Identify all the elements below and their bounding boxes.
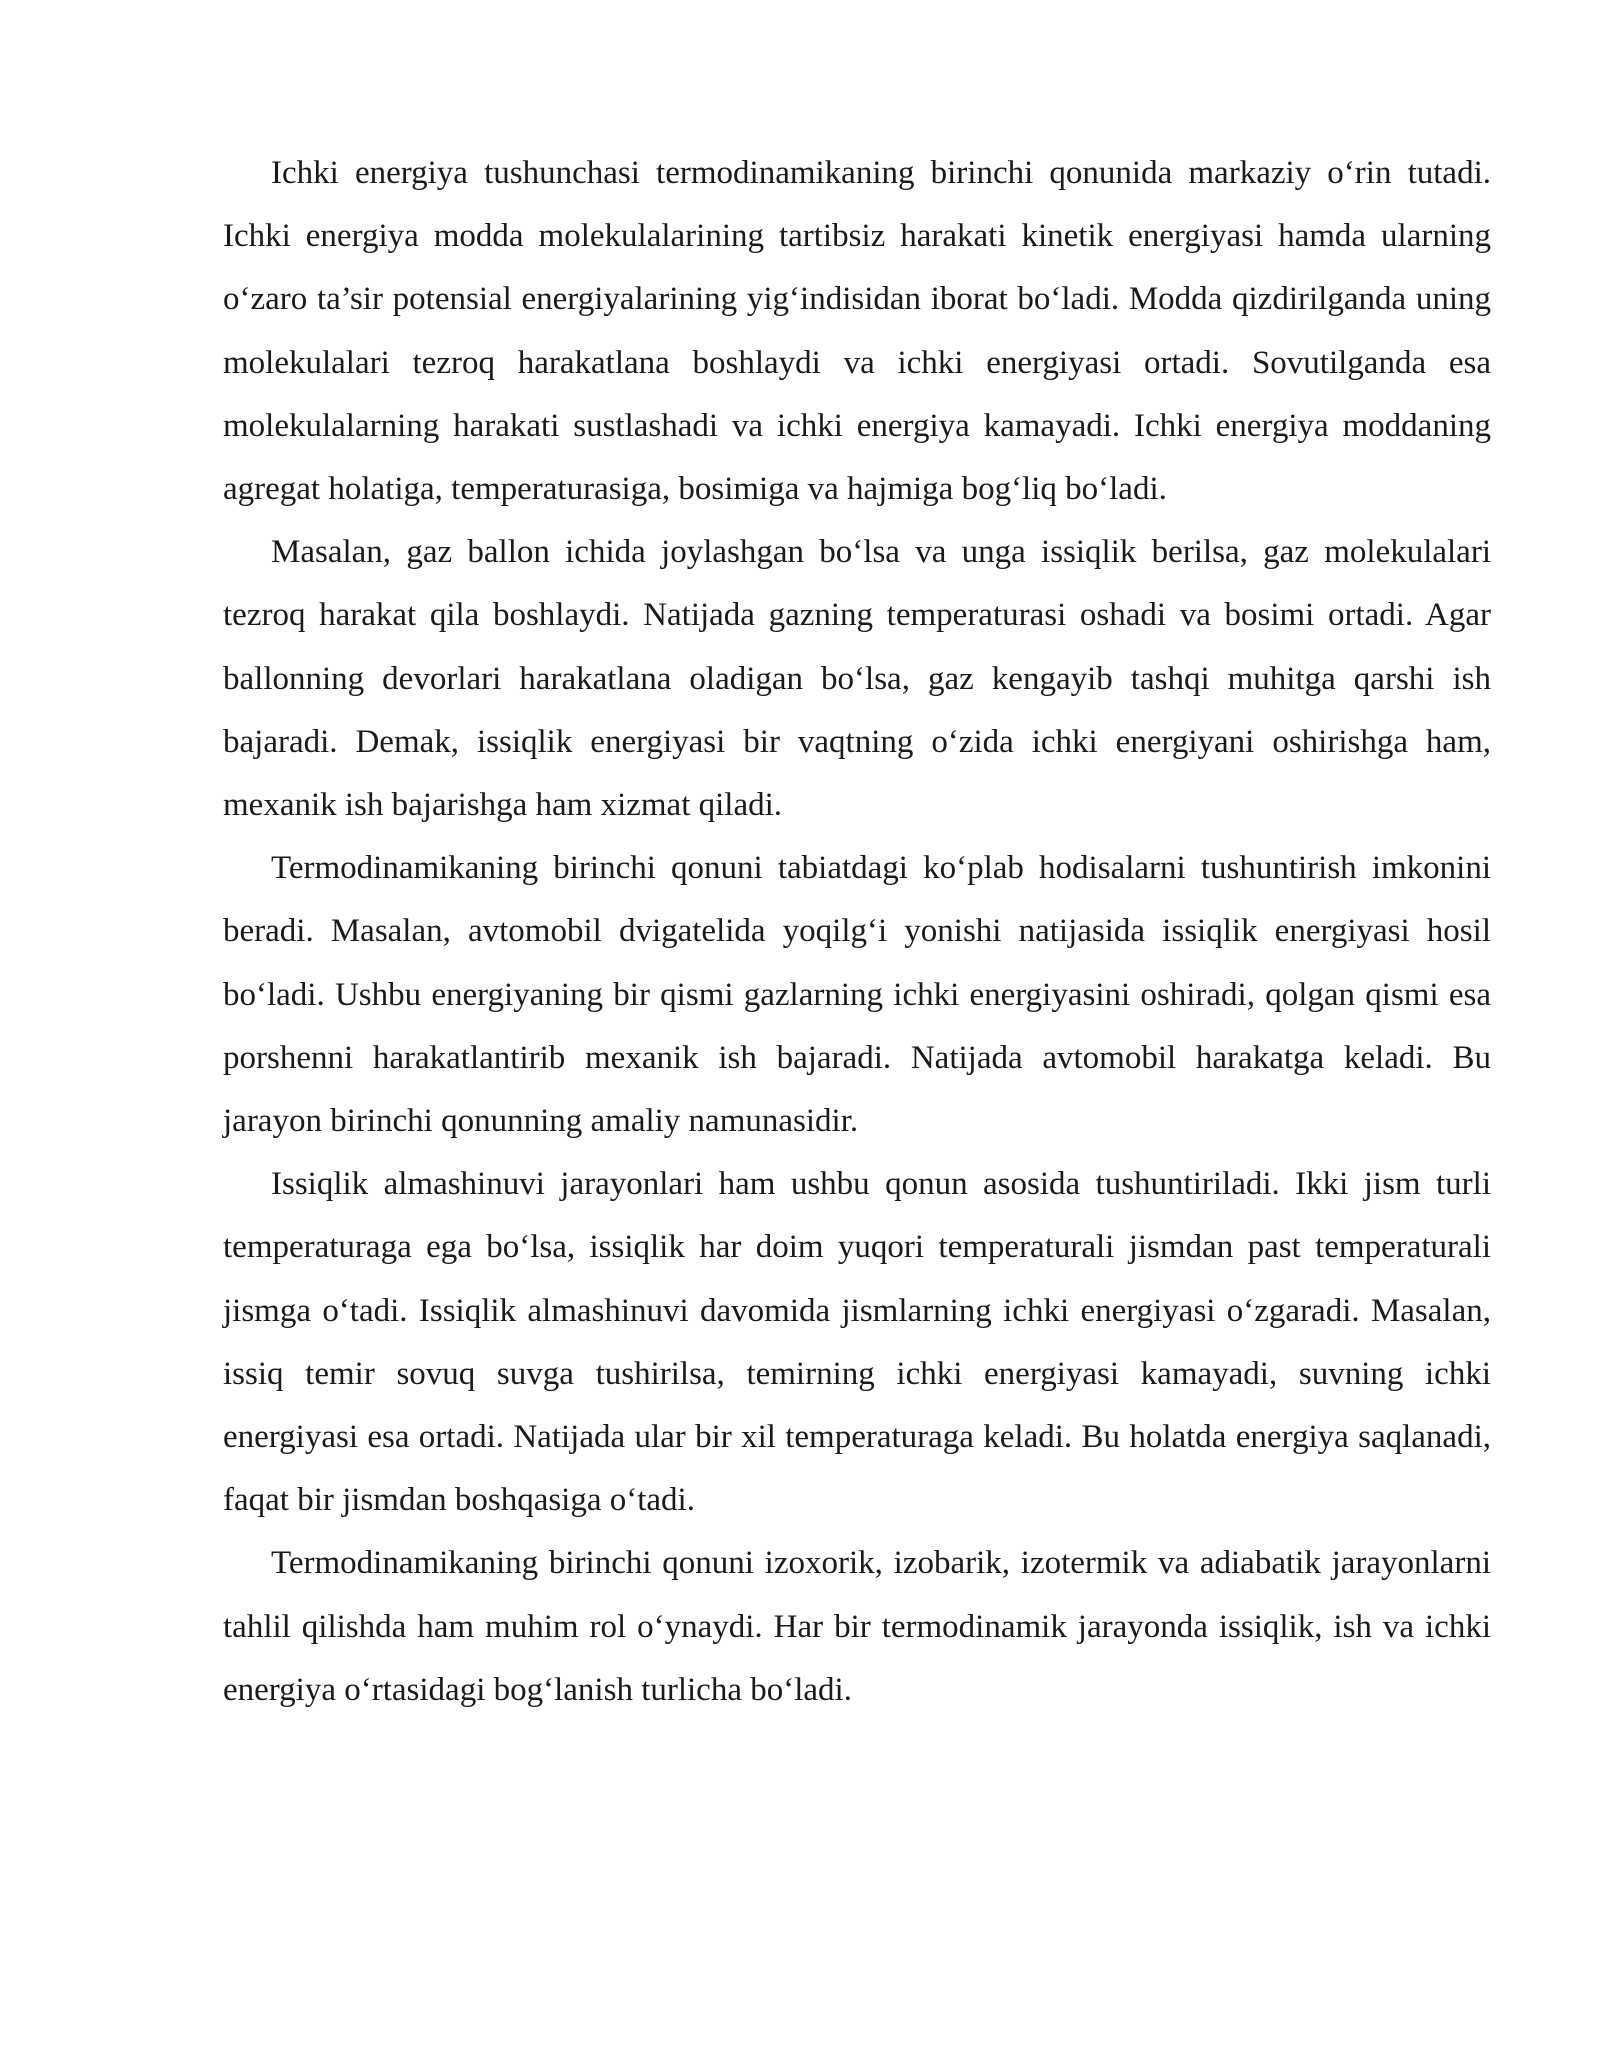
- paragraph-5: Termodinamikaning birinchi qonuni izoxorik, izobarik, izotermik va adiabatik jarayonlarni tahlil qilishda ham muhim rol o‘ynaydi. Har bir termodinamik jarayonda issiqlik, ish va ichki energiya o‘rtasidagi bog‘lanish turlicha bo‘ladi.: [223, 1545, 1491, 1708]
- document-body: [223, 142, 1491, 1722]
- paragraph-3: Termodinamikaning birinchi qonuni tabiatdagi ko‘plab hodisalarni tushuntirish imkonini beradi. Masalan, avtomobil dvigatelida yoqilg‘i yonishi natijasida issiqlik energiyasi hosil bo‘ladi. Ushbu energiyaning bir qismi gazlarning ichki energiyasini oshiradi, qolgan qismi esa porshenni harakatlantirib mexanik ish bajaradi. Natijada avtomobil harakatga keladi. Bu jarayon birinchi qonunning amaliy namunasidir.: [223, 850, 1491, 1140]
- paragraph-2: Masalan, gaz ballon ichida joylashgan bo‘lsa va unga issiqlik berilsa, gaz molekulalari tezroq harakat qila boshlaydi. Natijada gazning temperaturasi oshadi va bosimi ortadi. Agar ballonning devorlari harakatlana oladigan bo‘lsa, gaz kengayib tashqi muhitga qarshi ish bajaradi. Demak, issiqlik energiyasi bir vaqtning o‘zida ichki energiyani oshirishga ham, mexanik ish bajarishga ham xizmat qiladi.: [223, 534, 1491, 824]
- paragraph-4: Issiqlik almashinuvi jarayonlari ham ushbu qonun asosida tushuntiriladi. Ikki jism turli temperaturaga ega bo‘lsa, issiqlik har doim yuqori temperaturali jismdan past temperaturali jismga o‘tadi. Issiqlik almashinuvi davomida jismlarning ichki energiyasi o‘zgaradi. Masalan, issiq temir sovuq suvga tushirilsa, temirning ichki energiyasi kamayadi, suvning ichki energiyasi esa ortadi. Natijada ular bir xil temperaturaga keladi. Bu holatda energiya saqlanadi, faqat bir jismdan boshqasiga o‘tadi.: [223, 1166, 1491, 1519]
- paragraph-1: Ichki energiya tushunchasi termodinamikaning birinchi qonunida markaziy o‘rin tutadi. Ichki energiya modda molekulalarining tartibsiz harakati kinetik energiyasi hamda ularning o‘zaro ta’sir potensial energiyalarining yig‘indisidan iborat bo‘ladi. Modda qizdirilganda uning molekulalari tezroq harakatlana boshlaydi va ichki energiyasi ortadi. Sovutilganda esa molekulalarning harakati sustlashadi va ichki energiya kamayadi. Ichki energiya moddaning agregat holatiga, temperaturasiga, bosimiga va hajmiga bog‘liq bo‘ladi.: [223, 155, 1491, 508]
